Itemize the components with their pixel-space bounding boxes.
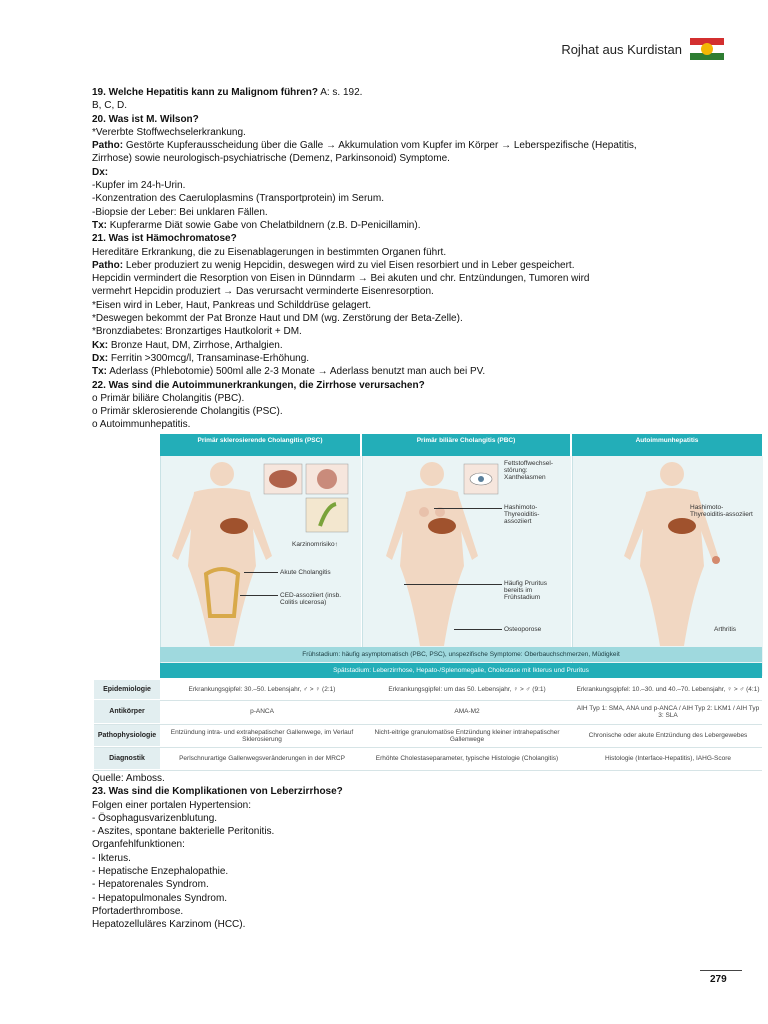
text-line <box>92 192 712 205</box>
table-cell: Erkrankungsgipfel: 30.–50. Lebensjahr, ♂ > ♀ (2:1) <box>188 686 336 693</box>
male-figure-illustration <box>172 462 272 646</box>
pbc-leader-line <box>454 629 502 630</box>
older-female-figure-illustration <box>624 462 720 646</box>
line-text: Leber produziert zu wenig Hepcidin, deswegen wird zu viel Eisen resorbiert und in Leber gespeichert. <box>123 259 575 271</box>
row-label: Antikörper <box>94 700 160 723</box>
text-line <box>92 86 712 99</box>
table-cell: Histologie (Interface-Hepatitis), IAHG-Score <box>604 755 732 762</box>
table-cell: p-ANCA <box>250 708 274 715</box>
psc-leader-line <box>240 595 278 596</box>
page-number: 279 <box>710 974 727 985</box>
footer-divider <box>700 970 742 971</box>
table-cell: AMA-M2 <box>454 708 480 715</box>
line-text: Hepcidin vermindert die Resorption von Eisen in Dünndarm → Bei akuten und chr. Entzündungen, Tumoren wird <box>92 273 590 285</box>
text-line <box>92 285 712 298</box>
line-text: *Vererbte Stoffwechselerkrankung. <box>92 126 246 138</box>
text-line <box>92 325 712 338</box>
text-line <box>92 126 712 139</box>
line-text: Ferritin >300mcg/l, Transaminase-Erhöhung. <box>108 352 310 364</box>
psc-leader-line <box>244 572 278 573</box>
text-line <box>92 418 712 431</box>
table-cell: Chronische oder akute Entzündung des Lebergewebes <box>588 732 748 739</box>
table-cell: Erkrankungsgipfel: um das 50. Lebensjahr, ♀ > ♂ (9:1) <box>388 686 546 693</box>
figure-column-psc: Primär sklerosierende Cholangitis (PSC) <box>160 434 360 456</box>
bold-text: Tx: <box>92 366 107 378</box>
row-label: Epidemiologie <box>94 680 160 699</box>
line-text: A: s. 192. <box>317 87 363 98</box>
psc-label-acute-cholangitis: Akute Cholangitis <box>280 569 331 576</box>
text-line <box>92 852 712 865</box>
line-text: -Kupfer im 24-h-Urin. <box>92 180 186 192</box>
psc-label-carcinoma-risk: Karzinomrisiko↑ <box>292 541 338 548</box>
bold-text: Patho: <box>92 259 124 271</box>
late-stage-band: Spätstadium: Leberzirrhose, Hepato-/Splenomegalie, Cholestase mit Ikterus und Pruritus <box>160 663 762 678</box>
text-line <box>92 825 712 838</box>
header-title: Rojhat aus Kurdistan <box>561 41 682 57</box>
bold-text: 23. Was sind die Komplikationen von Leberzirrhose? <box>92 786 343 798</box>
line-text: Hereditäre Erkrankung, die zu Eisenablagerungen in bestimmten Organen führt. <box>92 246 447 258</box>
text-line <box>92 206 712 219</box>
text-line <box>92 339 712 352</box>
text-line <box>92 799 712 812</box>
line-text: Aderlass (Phlebotomie) 500ml alle 2-3 Monate → Aderlass benutzt man auch bei PV. <box>107 366 486 378</box>
line-text: Zirrhose) sowie neurologisch-psychiatrische (Demenz, Parkinsonoid) Symptome. <box>92 153 450 165</box>
line-text: o Autoimmunhepatitis. <box>92 419 191 431</box>
line-text: Hepatozelluläres Karzinom (HCC). <box>92 919 246 931</box>
table-cell: Nicht-eitrige granulomatöse Entzündung kleiner intrahepatischer Gallenwege <box>374 728 560 743</box>
text-line <box>92 785 712 798</box>
text-line <box>92 905 712 918</box>
table-cell: AIH Typ 1: SMA, ANA und p-ANCA / AIH Typ 2: LKM1 / AIH Typ 3: SLA <box>576 704 760 719</box>
text-line <box>92 152 712 165</box>
table-cell: Erhöhte Cholestaseparameter, typische Histologie (Cholangitis) <box>375 755 559 762</box>
pbc-leader-line <box>404 584 502 585</box>
table-cell: Entzündung intra- und extrahepatischer Gallenwege, im Verlauf Sklerosierung <box>170 728 354 743</box>
bold-text: Dx: <box>92 166 109 178</box>
row-label: Diagnostik <box>94 748 160 769</box>
kurdistan-flag-icon <box>690 38 724 60</box>
pbc-label-pruritus: Häufig Pruritus bereits im Frühstadium <box>504 580 547 601</box>
text-line <box>92 352 712 365</box>
text-line <box>92 379 712 392</box>
line-text: - Hepatopulmonales Syndrom. <box>92 892 228 904</box>
figure-column-pbc: Primär biliäre Cholangitis (PBC) <box>362 434 570 456</box>
bold-text: Dx: <box>92 352 109 364</box>
text-line <box>92 838 712 851</box>
table-cell: Erkrankungsgipfel: 10.–30. und 40.–70. Lebensjahr, ♀ > ♂ (4:1) <box>576 686 760 693</box>
line-text: - Hepatische Enzephalopathie. <box>92 866 229 878</box>
aih-label-arthritis: Arthritis <box>714 626 737 633</box>
text-line <box>92 166 712 179</box>
text-line <box>92 99 712 112</box>
line-text: o Primär biliäre Cholangitis (PBC). <box>92 392 245 404</box>
aih-label-hashimoto: Hashimoto-Thyreoiditis-assoziiert <box>690 504 753 518</box>
text-line <box>92 232 712 245</box>
line-text: Gestörte Kupferausscheidung über die Galle → Akkumulation vom Kupfer im Körper → Leberspezifische (Hepatitis, <box>123 140 637 152</box>
line-text: *Bronzdiabetes: Bronzartiges Hautkolorit + DM. <box>92 326 302 338</box>
text-line <box>92 812 712 825</box>
line-text: - Hepatorenales Syndrom. <box>92 879 209 891</box>
pbc-leader-line <box>434 508 502 509</box>
page-header <box>561 38 724 60</box>
table-row <box>94 748 762 771</box>
text-line <box>92 365 712 378</box>
early-stage-band: Frühstadium: häufig asymptomatisch (PBC, PSC), unspezifische Symptome: Oberbauchschmerzen, Müdigkeit <box>160 647 762 662</box>
table-row <box>94 680 762 701</box>
text-line <box>92 772 712 785</box>
bold-text: Patho: <box>92 140 124 152</box>
text-line <box>92 219 712 232</box>
document-text-top <box>92 86 712 432</box>
bold-text: 21. Was ist Hämochromatose? <box>92 233 237 245</box>
line-text: Bronze Haut, DM, Zirrhose, Arthalgien. <box>108 339 283 351</box>
anatomy-illustration <box>94 456 762 648</box>
table-row <box>94 725 762 748</box>
bold-text: Tx: <box>92 219 107 231</box>
line-text: - Ikterus. <box>92 852 131 864</box>
line-text: *Eisen wird in Leber, Haut, Pankreas und Schilddrüse gelagert. <box>92 299 372 311</box>
text-line <box>92 918 712 931</box>
line-text: vermehrt Hepcidin produziert → Das verursacht verminderte Eisenresorption. <box>92 286 434 298</box>
table-cell: Perlschnurartige Gallenwegsveränderungen in der MRCP <box>179 755 345 762</box>
text-line <box>92 113 712 126</box>
psc-label-ced: CED-assoziiert (insb. Colitis ulcerosa) <box>280 592 342 606</box>
autoimmune-cholangitis-figure <box>94 434 762 772</box>
text-line <box>92 272 712 285</box>
bold-text: 19. Welche Hepatitis kann zu Malignom führen? <box>92 87 318 98</box>
text-line <box>92 259 712 272</box>
line-text: Folgen einer portalen Hypertension: <box>92 799 251 811</box>
line-text: *Deswegen bekommt der Pat Bronze Haut und DM (wg. Zerstörung der Beta-Zelle). <box>92 313 463 325</box>
pbc-label-osteoporosis: Osteoporose <box>504 626 542 633</box>
bold-text: 22. Was sind die Autoimmunerkrankungen, die Zirrhose verursachen? <box>92 379 425 391</box>
text-line <box>92 312 712 325</box>
text-line <box>92 865 712 878</box>
line-text: Pfortaderthrombose. <box>92 905 184 917</box>
line-text: - Ösophagusvarizenblutung. <box>92 812 218 824</box>
pbc-label-hashimoto: Hashimoto-Thyreoiditis-assoziiert <box>504 504 540 525</box>
line-text: Quelle: Amboss. <box>92 773 165 784</box>
bold-text: Kx: <box>92 339 109 351</box>
line-text: -Biopsie der Leber: Bei unklaren Fällen. <box>92 206 268 218</box>
row-label: Pathophysiologie <box>94 725 160 746</box>
text-line <box>92 405 712 418</box>
text-line <box>92 179 712 192</box>
line-text: o Primär sklerosierende Cholangitis (PSC). <box>92 406 283 418</box>
line-text: Organfehlfunktionen: <box>92 839 185 851</box>
text-line <box>92 139 712 152</box>
bold-text: 20. Was ist M. Wilson? <box>92 113 199 125</box>
text-line <box>92 246 712 259</box>
document-text-bottom <box>92 772 712 932</box>
text-line <box>92 299 712 312</box>
pbc-label-xanthelasma: Fettstoffwechsel-störung: Xanthelasmen <box>504 460 554 481</box>
line-text: B, C, D. <box>92 100 128 112</box>
line-text: - Aszites, spontane bakterielle Peritonitis. <box>92 826 275 838</box>
line-text: -Konzentration des Caeruloplasmins (Transportprotein) im Serum. <box>92 193 384 205</box>
text-line <box>92 392 712 405</box>
text-line <box>92 878 712 891</box>
line-text: Kupferarme Diät sowie Gabe von Chelatbildnern (z.B. D-Penicillamin). <box>107 219 421 231</box>
figure-column-aih: Autoimmunhepatitis <box>572 434 762 456</box>
text-line <box>92 892 712 905</box>
table-row <box>94 700 762 725</box>
